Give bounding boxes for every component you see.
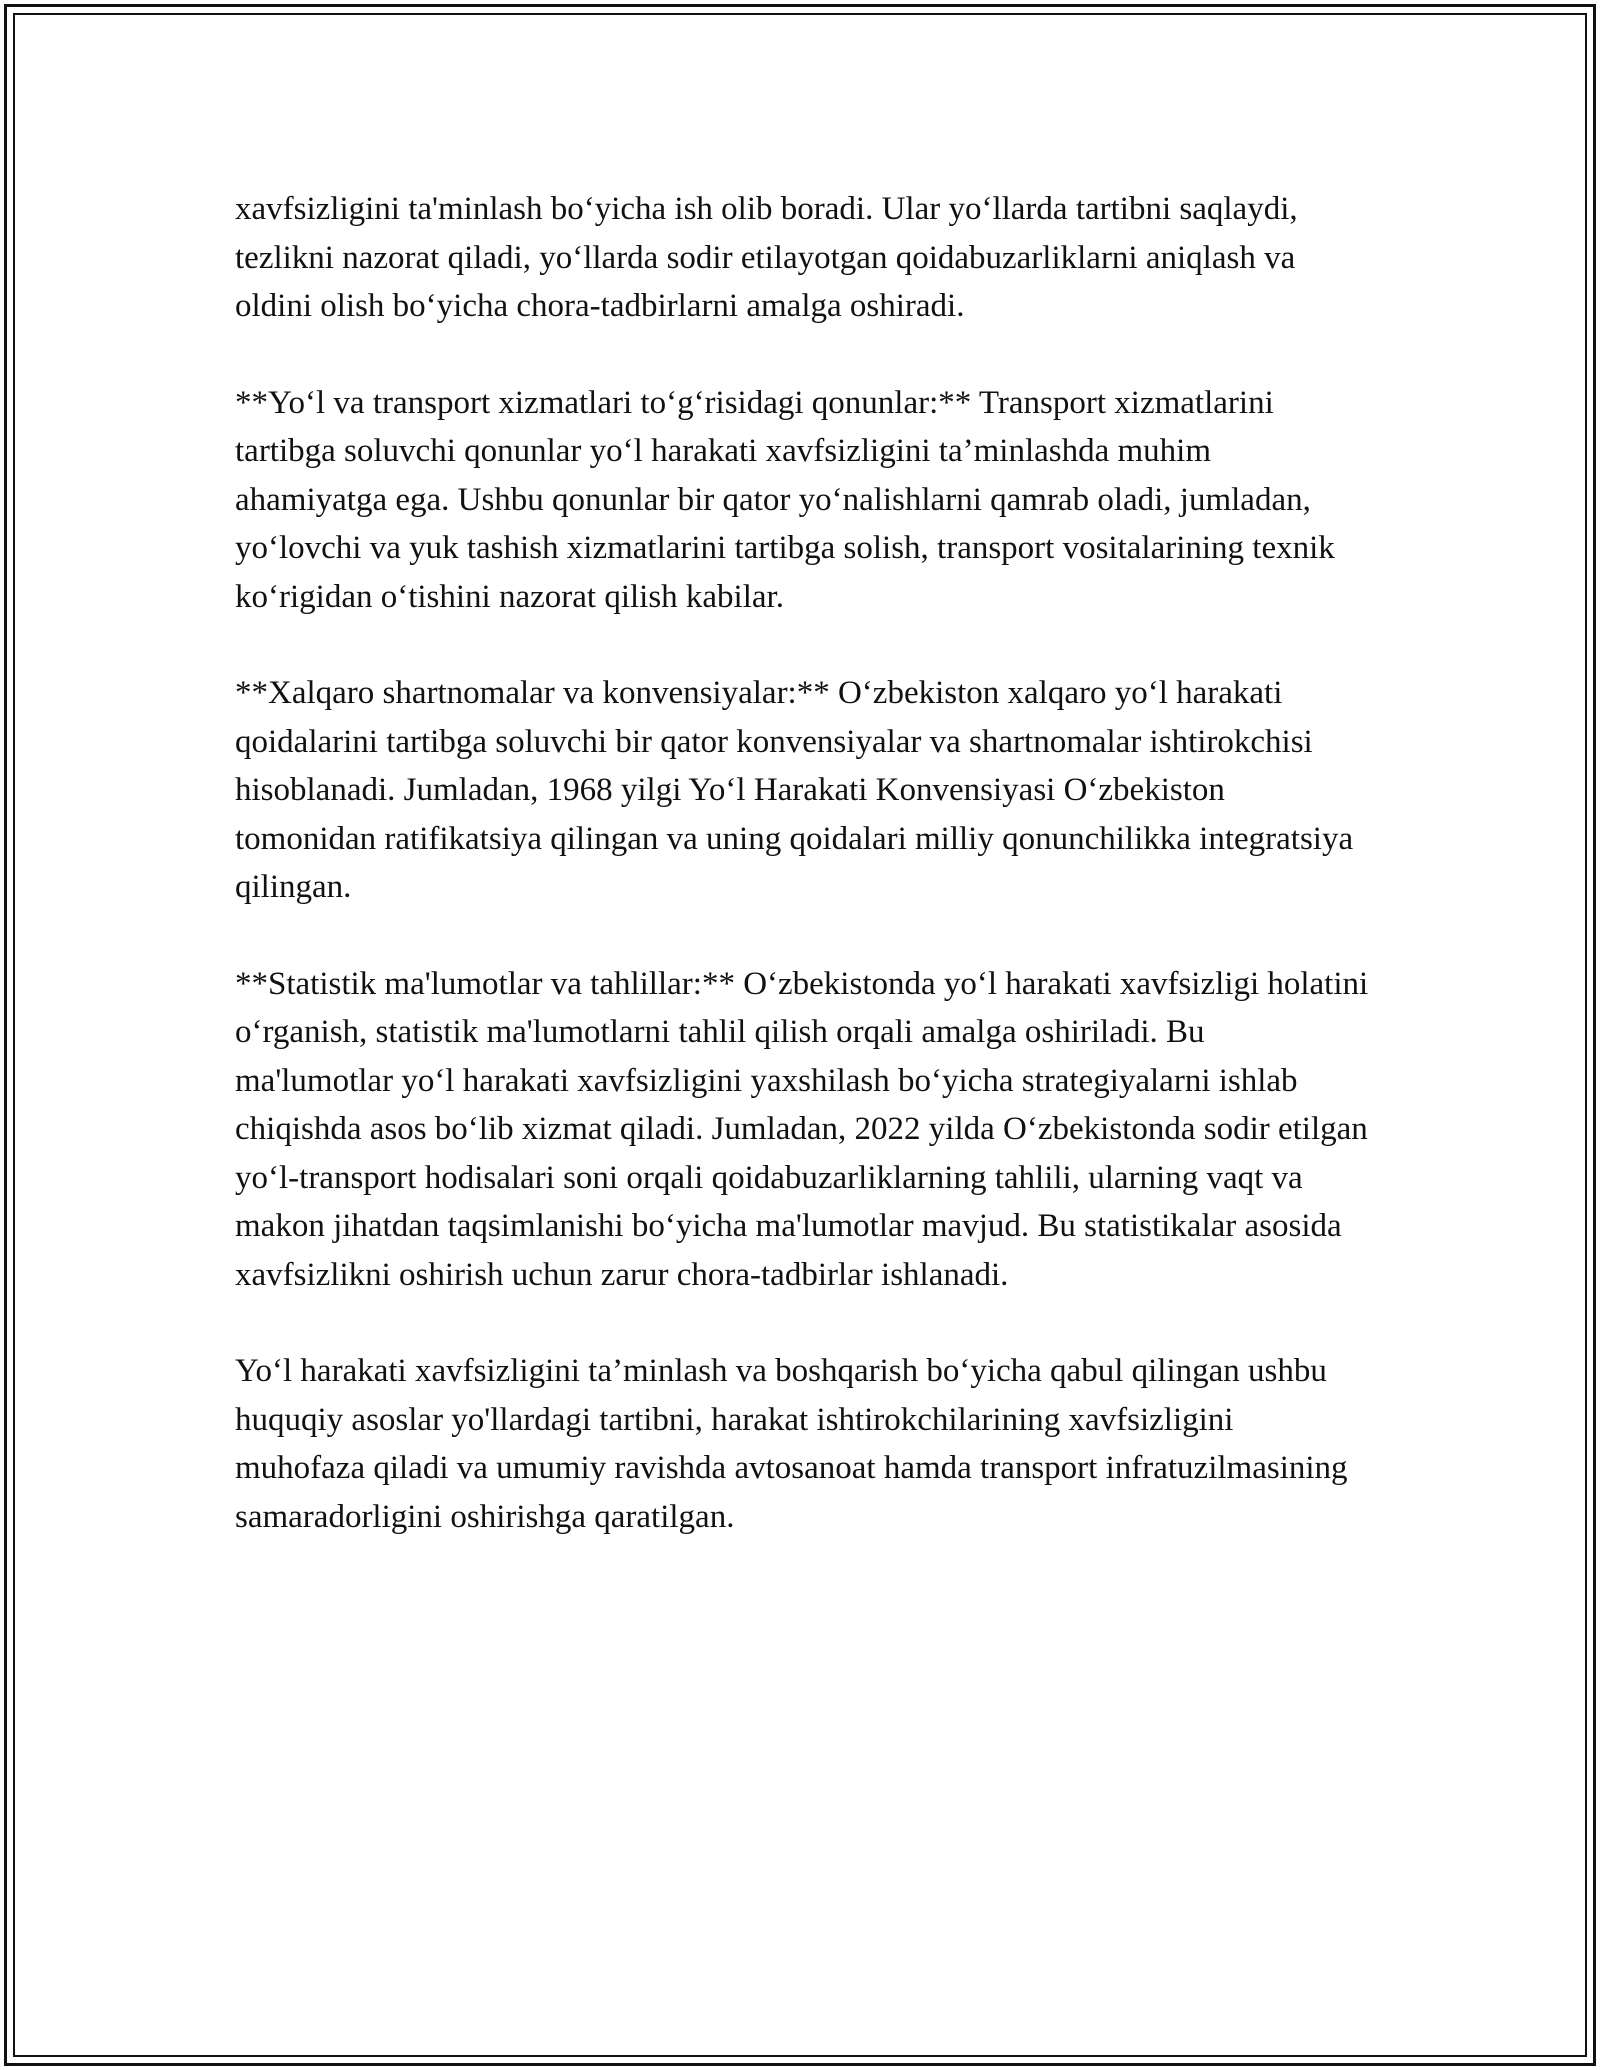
paragraph-statistics-analysis: **Statistik ma'lumotlar va tahlillar:** O‘zbekistonda yo‘l harakati xavfsizligi holatini o‘rganish, statistik ma'lumotlarni tahlil qilish orqali amalga oshiriladi. Bu ma'lumotlar yo‘l harakati xavfsizligini yaxshilash bo‘yicha strategiyalarni ishlab chiqishda asos bo‘lib xizmat qiladi. Jumladan, 2022 yilda O‘zbekistonda sodir etilgan yo‘l-transport hodisalari soni orqali qoidabuzarliklarning tahlili, ularning vaqt va makon jihatdan taqsimlanishi bo‘yicha ma'lumotlar mavjud. Bu statistikalar asosida xavfsizlikni oshirish uchun zarur chora-tadbirlar ishlanadi. bbox=[235, 965, 1369, 1293]
paragraph-legal-framework-summary: Yo‘l harakati xavfsizligini ta’minlash va boshqarish bo‘yicha qabul qilingan ushbu huquqiy asoslar yo'llardagi tartibni, harakat ishtirokchilarining xavfsizligini muhofaza qiladi va umumiy ravishda avtosanoat hamda transport infratuzilmasining samaradorligini oshirishga qaratilgan. bbox=[235, 1353, 1348, 1535]
paragraph-traffic-police-duties: xavfsizligini ta'minlash bo‘yicha ish olib boradi. Ular yo‘llarda tartibni saqlaydi, tezlikni nazorat qiladi, yo‘llarda sodir etilayotgan qoidabuzarliklarni aniqlash va oldini olish bo‘yicha chora-tadbirlarni amalga oshiradi. bbox=[235, 191, 1298, 324]
document-body bbox=[235, 185, 1370, 1589]
paragraph-transport-service-laws: **Yo‘l va transport xizmatlari to‘g‘risidagi qonunlar:** Transport xizmatlarini tartibga soluvchi qonunlar yo‘l harakati xavfsizligini ta’minlashda muhim ahamiyatga ega. Ushbu qonunlar bir qator yo‘nalishlarni qamrab oladi, jumladan, yo‘lovchi va yuk tashish xizmatlarini tartibga solish, transport vositalarining texnik ko‘rigidan o‘tishini nazorat qilish kabilar. bbox=[235, 384, 1335, 615]
paragraph-international-conventions: **Xalqaro shartnomalar va konvensiyalar:** O‘zbekiston xalqaro yo‘l harakati qoidalarini tartibga soluvchi bir qator konvensiyalar va shartnomalar ishtirokchisi hisoblanadi. Jumladan, 1968 yilgi Yo‘l Harakati Konvensiyasi O‘zbekiston tomonidan ratifikatsiya qilingan va uning qoidalari milliy qonunchilikka integratsiya qilingan. bbox=[235, 675, 1354, 905]
